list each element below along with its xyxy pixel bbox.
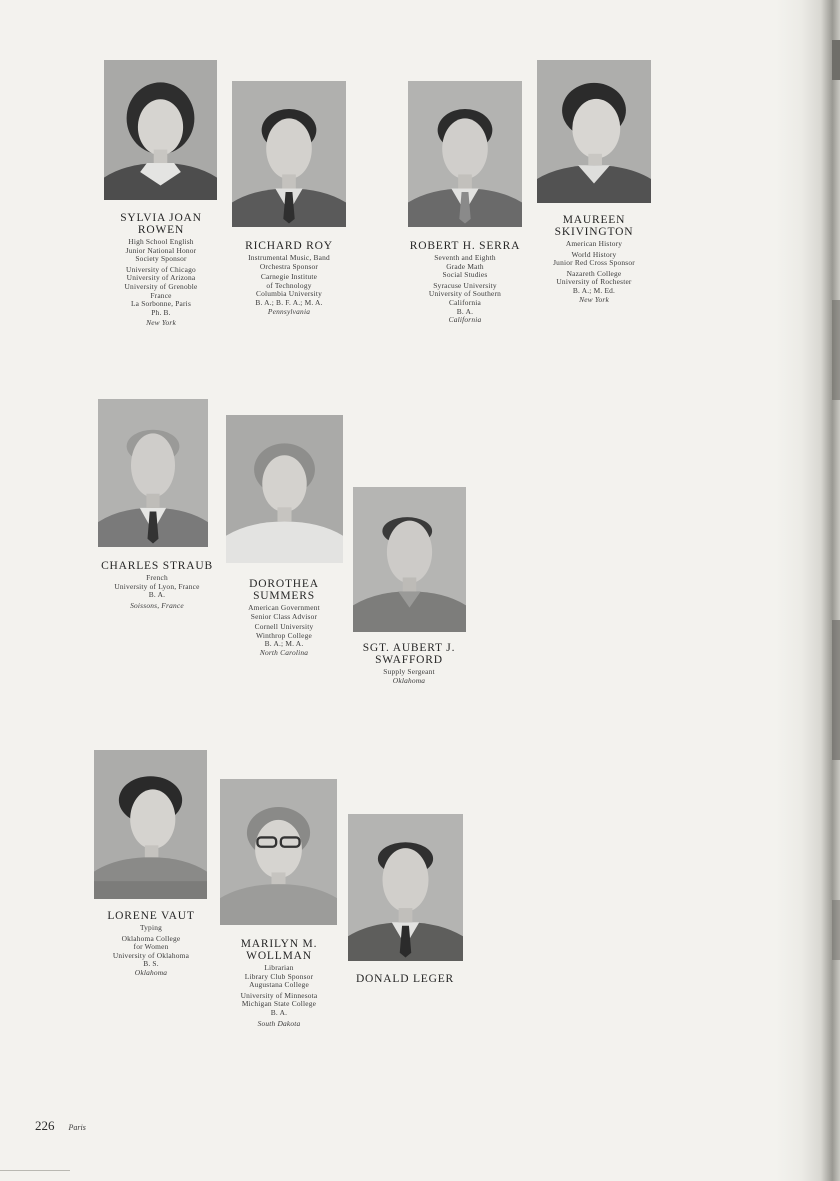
page-number: 226 xyxy=(35,1118,55,1133)
portrait-photo xyxy=(348,814,463,961)
portrait-photo xyxy=(104,60,217,200)
person-name: LORENE VAUT xyxy=(107,910,195,922)
bottom-rule xyxy=(0,1170,70,1171)
portrait-photo xyxy=(98,399,208,547)
person-name: SWAFFORD xyxy=(375,654,443,666)
page-footer xyxy=(35,1117,86,1135)
portrait-photo xyxy=(353,487,466,632)
person-name: ROWEN xyxy=(137,224,185,236)
person-name: SUMMERS xyxy=(253,590,315,602)
portrait-photo xyxy=(537,60,651,203)
person-name: CHARLES STRAUB xyxy=(101,560,213,572)
hometown: Soissons, France xyxy=(130,600,184,610)
portrait-photo xyxy=(220,779,337,925)
person-name: DONALD LEGER xyxy=(355,973,455,985)
hometown: North Carolina xyxy=(259,647,309,657)
hometown: California xyxy=(448,315,482,325)
portrait-photo xyxy=(94,750,207,899)
portrait-photo xyxy=(408,81,522,227)
person-name: ROBERT H. SERRA xyxy=(409,240,521,252)
person-name: MAUREEN xyxy=(562,214,626,226)
person-name: SKIVINGTON xyxy=(554,226,634,238)
person-name: MARILYN M. xyxy=(240,938,318,950)
hometown: South Dakota xyxy=(257,1018,301,1028)
portrait-photo xyxy=(232,81,346,227)
page-binding-edge xyxy=(776,0,840,1181)
person-name: SYLVIA JOAN xyxy=(120,212,202,224)
hometown: Oklahoma xyxy=(392,675,426,685)
hometown: Oklahoma xyxy=(134,967,168,977)
person-name: WOLLMAN xyxy=(246,950,312,962)
portrait-photo xyxy=(226,415,343,563)
person-name: SGT. AUBERT J. xyxy=(362,642,456,654)
section-name: Paris xyxy=(68,1123,86,1132)
hometown: New York xyxy=(579,294,609,304)
person-name: RICHARD ROY xyxy=(245,240,333,252)
hometown: New York xyxy=(146,318,176,328)
person-name: DOROTHEA xyxy=(249,578,319,590)
hometown: Pennsylvania xyxy=(267,306,311,316)
